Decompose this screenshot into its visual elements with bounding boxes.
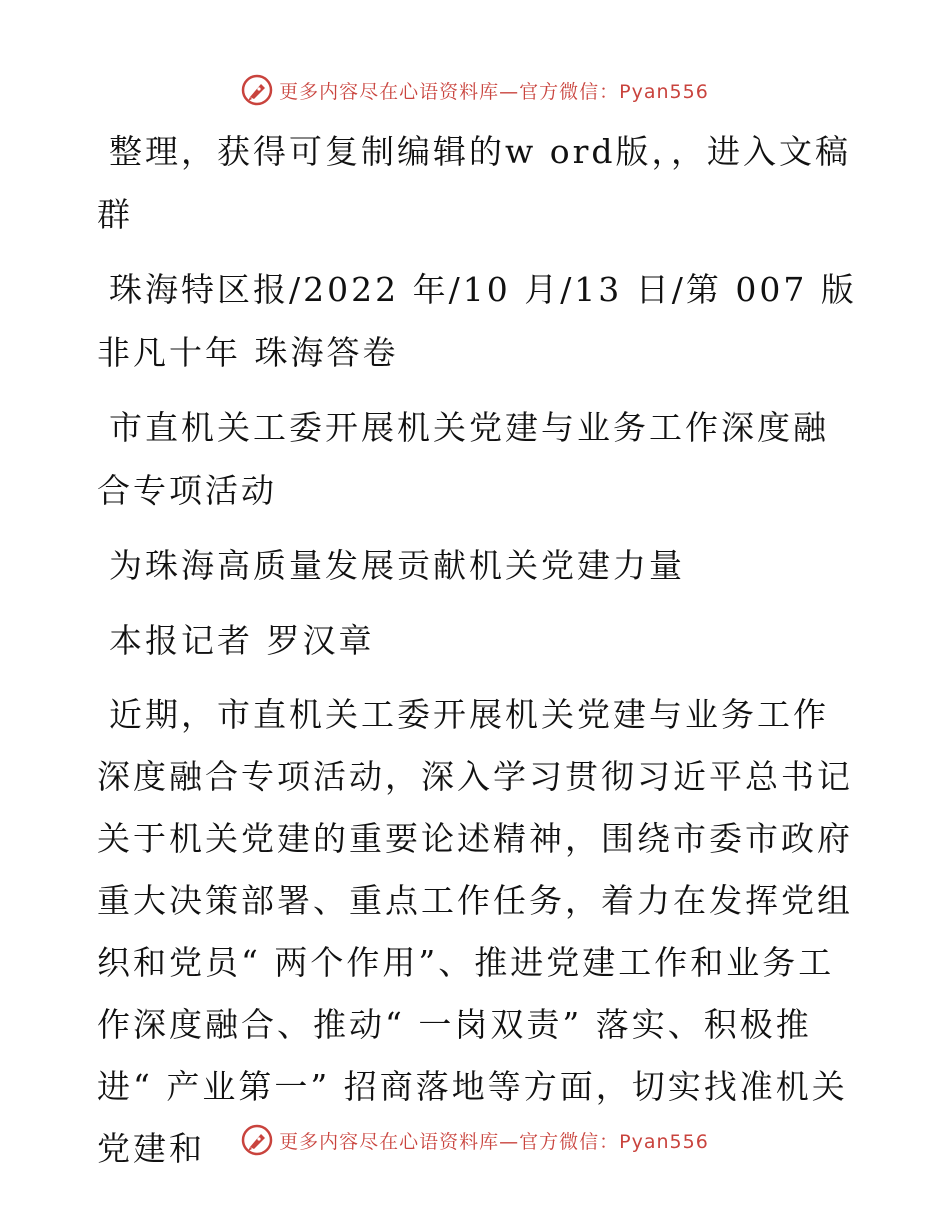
source-line: 珠海特区报/2022 年/10 月/13 日/第 007 版非凡十年 珠海答卷: [97, 270, 857, 372]
body-paragraph: 近期，市直机关工委开展机关党建与业务工作深度融合专项活动，深入学习贯彻习近平总书记关于机关党建的重要论述精神，围绕市委市政府重大决策部署、重点工作任务，着力在发挥党组织和党员“ 两个作用”、推进党建工作和业务工作深度融合、推动“ 一岗双责” 落实、积极推进“ 产业第一” 招商落地等方面，切实找准机关党建和: [97, 695, 853, 1168]
note-paragraph: 整理，获得可复制编辑的w ord版，，进入文稿群: [97, 132, 852, 234]
header-watermark-banner: [0, 70, 950, 110]
header-watermark-text: 更多内容尽在心语资料库—官方微信：Pyan556: [279, 80, 709, 103]
pen-nib-logo-icon: [241, 1124, 273, 1156]
pen-nib-logo-icon: [241, 74, 273, 106]
document-body: [97, 120, 857, 1192]
article-headline: 市直机关工委开展机关党建与业务工作深度融合专项活动: [97, 408, 829, 510]
byline: 本报记者 罗汉章: [109, 621, 375, 660]
footer-watermark-text: 更多内容尽在心语资料库—官方微信：Pyan556: [279, 1130, 709, 1153]
footer-watermark-banner: [0, 1120, 950, 1160]
article-subheadline: 为珠海高质量发展贡献机关党建力量: [109, 546, 685, 585]
